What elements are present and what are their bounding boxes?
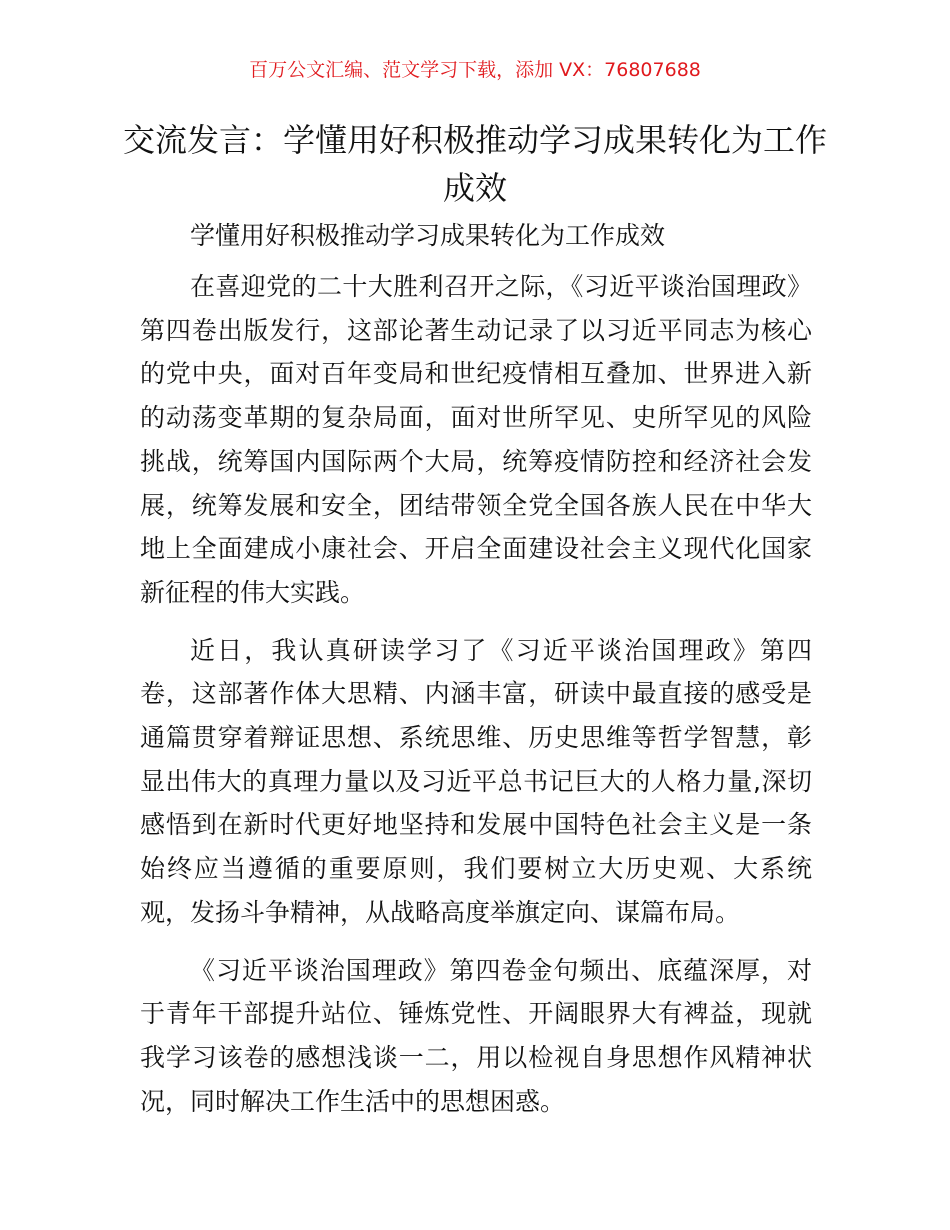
document-title: 交流发言：学懂用好积极推动学习成果转化为工作成效 (122, 121, 827, 207)
header-promo-text: 百万公文汇编、范文学习下载，添加 VX：76807688 (249, 59, 701, 81)
document-subtitle: 学懂用好积极推动学习成果转化为工作成效 (190, 221, 666, 250)
document-body (140, 265, 812, 1137)
body-paragraph-3: 《习近平谈治国理政》第四卷金句频出、底蕴深厚，对于青年干部提升站位、锤炼党性、开阔眼界大有裨益，现就我学习该卷的感想浅谈一二，用以检视自身思想作风精神状况，同时解决工作生活中的思想困惑。 (140, 955, 812, 1116)
body-paragraph-1: 在喜迎党的二十大胜利召开之际，《习近平谈治国理政》第四卷出版发行，这部论著生动记录了以习近平同志为核心的党中央，面对百年变局和世纪疫情相互叠加、世界进入新的动荡变革期的复杂局面，面对世所罕见、史所罕见的风险挑战，统筹国内国际两个大局，统筹疫情防控和经济社会发展，统筹发展和安全，团结带领全党全国各族人民在中华大地上全面建成小康社会、开启全面建设社会主义现代化国家新征程的伟大实践。 (140, 272, 812, 607)
body-paragraph-2: 近日，我认真研读学习了《习近平谈治国理政》第四卷，这部著作体大思精、内涵丰富，研读中最直接的感受是通篇贯穿着辩证思想、系统思维、历史思维等哲学智慧，彰显出伟大的真理力量以及习近平总书记巨大的人格力量,深切感悟到在新时代更好地坚持和发展中国特色社会主义是一条始终应当遵循的重要原则，我们要树立大历史观、大系统观，发扬斗争精神，从战略高度举旗定向、谋篇布局。 (140, 635, 812, 927)
